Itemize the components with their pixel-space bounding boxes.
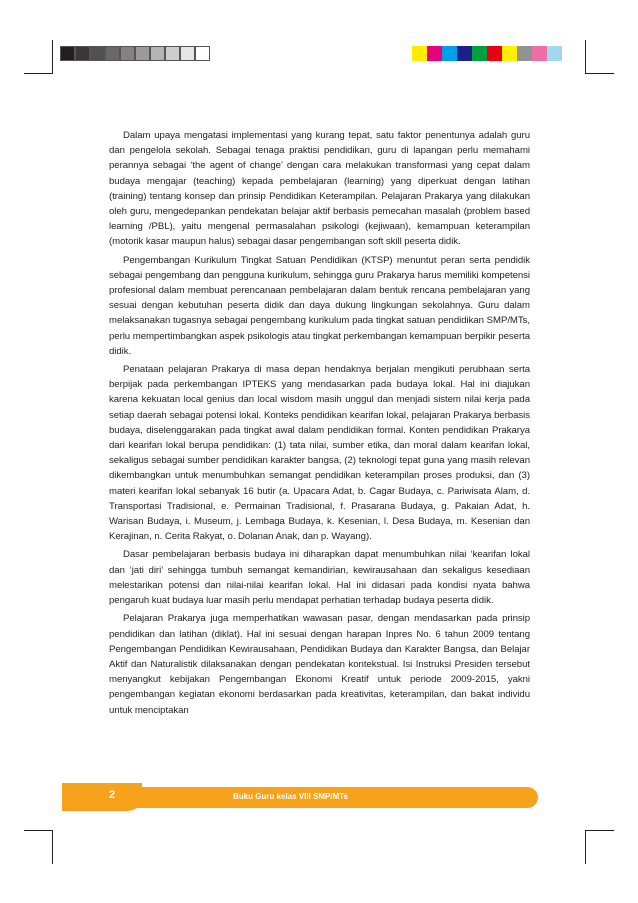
page-number: 2 [109,789,116,801]
gray-swatch [150,46,165,61]
gray-swatch [195,46,210,61]
gray-swatch [60,46,75,61]
gray-swatch [90,46,105,61]
color-swatch [412,46,427,61]
crop-mark [585,40,586,74]
crop-mark [24,73,52,74]
document-body [109,128,530,721]
crop-mark [585,830,586,864]
paragraph: Dasar pembelajaran berbasis budaya ini diharapkan dapat menumbuhkan nilai ‘kearifan lokal dan ‘jati diri’ sehingga tumbuh semangat kemandirian, kewirausahaan dan sekaligus kesediaan melestarikan potensi dan nilai-nilai kearifan lokal. Hal ini didasari pada kondisi nyata bahwa pengaruh kuat budaya luar masih perlu mendapat perhatian terhadap budaya peserta didik. [109,549,530,607]
color-swatch [502,46,517,61]
page-number-badge [62,783,142,811]
color-swatch [517,46,532,61]
crop-mark [586,73,614,74]
color-swatch [532,46,547,61]
grayscale-color-bar [60,46,210,61]
process-color-bar [412,46,562,61]
gray-swatch [120,46,135,61]
color-swatch [442,46,457,61]
gray-swatch [75,46,90,61]
gray-swatch [105,46,120,61]
paragraph: Dalam upaya mengatasi implementasi yang kurang tepat, satu faktor penentunya adalah guru dan pengelola sekolah. Sebagai tenaga praktisi pendidikan, guru di lapangan perlu memahami perannya sebagai ‘the agent of change’ dengan cara melakukan transformasi yang cepat dalam budaya mengajar (teaching) kepada pembelajaran (learning) yang diperkuat dengan latihan (training) tentang konsep dan prinsip Pendidikan Keterampilan. Pelajaran Prakarya yang dilakukan oleh guru, mengedepankan pendekatan belajar aktif berbasis pemecahan masalah (problem based learning /PBL), yaitu mengenal permasalahan psikologi (kejiwaan), kemampuan keterampilan (motorik kasar maupun halus) sebagai dasar pengembangan soft skill peserta didik. [109,130,530,248]
crop-mark [52,830,53,864]
book-title: Buku Guru kelas VIII SMP/MTs [233,792,348,801]
color-swatch [472,46,487,61]
paragraph: Penataan pelajaran Prakarya di masa depan hendaknya berjalan mengikuti perubhaan serta berpijak pada perkembangan IPTEKS yang mendasarkan pada budaya lokal. Hal ini diajukan karena kekuatan local genius dan local wisdom masih unggul dan menjadi sistem nilai kerja pada setiap daerah sebagai potensi lokal. Konteks pendidikan kearifan lokal, pelajaran Prakarya berbasis budaya, diselenggarakan pada tingkat awal dalam pendidikan formal. Konten pendidikan Prakarya dari kearifan lokal berupa pendidikan: (1) tata nilai, sumber etika, dan moral dalam kearifan lokal, sekaligus sebagai sumber pendidikan karakter bangsa, (2) teknologi tepat guna yang masih relevan dikembangkan untuk menumbuhkan semangat pendidikan keterampilan proses produksi, dan (3) materi kearifan lokal sebanyak 16 butir (a. Upacara Adat, b. Cagar Budaya, c. Pariwisata Alam, d. Transportasi Tradisional, e. Permainan Tradisional, f. Prasarana Budaya, g. Pakaian Adat, h. Warisan Budaya, i. Museum, j. Lembaga Budaya, k. Kesenian, l. Desa Budaya, m. Kesenian dan Kerajinan, n. Cerita Rakyat, o. Dolanan Anak, dan p. Wayang). [109,364,530,543]
gray-swatch [135,46,150,61]
paragraph: Pengembangan Kurikulum Tingkat Satuan Pendidikan (KTSP) menuntut peran serta pendidik sebagai pengembang dan pengguna kurikulum, sehingga guru Prakarya harus memiliki kompetensi profesional dalam membuat perencanaan pembelajaran dalam bentuk rencana pembelajaran yang sesuai dengan kebutuhan peserta didik dan daya dukung lingkungan sekolahnya. Guru dalam melaksanakan tugasnya sebagai pengembang kurikulum pada tingkat satuan pendidikan SMP/MTs, perlu mempertimbangkan aspek psikologis atau tingkat perkembangan kemampuan berpikir peserta didik. [109,254,530,357]
crop-mark [586,830,614,831]
crop-mark [24,830,52,831]
gray-swatch [165,46,180,61]
paragraph: Pelajaran Prakarya juga memperhatikan wawasan pasar, dengan mendasarkan pada prinsip pendidikan dan latihan (diklat). Hal ini sesuai dengan harapan Inpres No. 6 tahun 2009 tentang Pengembangan Pendidikan Kewirausahaan, Pendidikan Budaya dan Karakter Bangsa, dan Belajar Aktif dan Naturalistik dilaksanakan dengan pendekatan kontekstual. Isi Instruksi Presiden tersebut menyangkut kebijakan Pengembangan Ekonomi Kreatif untuk periode 2009-2015, yakni pengembangan kegiatan ekonomi berdasarkan pada kreativitas, keterampilan, dan bakat individu untuk menciptakan [109,613,530,716]
color-swatch [487,46,502,61]
gray-swatch [180,46,195,61]
crop-mark [52,40,53,74]
color-swatch [547,46,562,61]
color-swatch [457,46,472,61]
color-swatch [427,46,442,61]
